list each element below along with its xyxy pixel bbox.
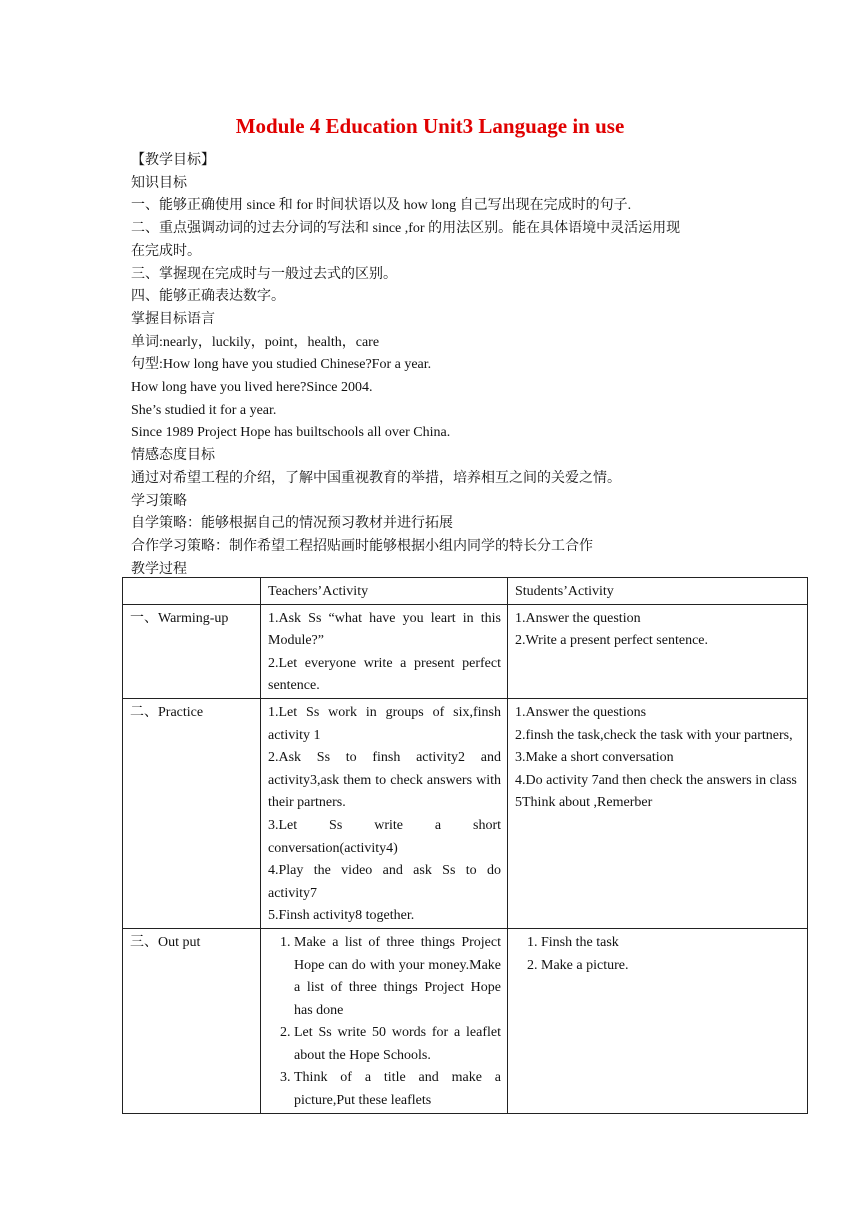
teacher-activity-item: 5.Finsh activity8 together.	[268, 908, 415, 924]
stage-cell: 二、Practice	[123, 698, 261, 928]
table-row	[123, 698, 808, 928]
teacher-activity-cell	[261, 928, 508, 1113]
student-activity-cell	[508, 928, 808, 1113]
stage-cell: 一、Warming-up	[123, 604, 261, 698]
text-line: 在完成时。	[131, 243, 201, 259]
table-row	[123, 604, 808, 698]
teacher-activity-cell	[261, 604, 508, 698]
student-activity-cell	[508, 698, 808, 928]
table-header-row	[123, 578, 808, 605]
text-line: 句型:How long have you studied Chinese?For a year.	[131, 357, 432, 373]
teacher-activity-item: 1.Ask Ss “what have you leart in this Module?”	[268, 610, 501, 649]
teacher-activity-item: 3. Think of a title and make a picture,Put these leaflets	[294, 1067, 501, 1112]
text-line: 掌握目标语言	[131, 311, 215, 327]
text-line: 【教学目标】	[131, 153, 215, 168]
student-activity-item: 4.Do activity 7and then check the answers in class	[515, 772, 797, 788]
text-line: Since 1989 Project Hope has builtschools all over China.	[131, 425, 451, 441]
text-line: 教学过程	[131, 561, 187, 577]
teaching-process-table	[122, 577, 808, 1114]
teacher-activity-item: 1. Make a list of three things Project Hope can do with your money.Make a list of three things Project Hope has done	[294, 932, 501, 1022]
student-activity-item: 2. Make a picture.	[541, 955, 801, 978]
text-line: 一、能够正确使用 since 和 for 时间状语以及 how long 自己写出现在完成时的句子.	[131, 198, 632, 214]
student-activity-item: 2.finsh the task,check the task with your partners,	[515, 727, 793, 743]
student-activity-list	[515, 932, 801, 977]
text-line: 合作学习策略：制作希望工程招贴画时能够根据小组内同学的特长分工合作	[131, 538, 593, 554]
text-line: 知识目标	[131, 175, 187, 191]
teacher-activity-item: 4.Play the video and ask Ss to do activity7	[268, 863, 501, 901]
text-line: She’s studied it for a year.	[131, 402, 277, 418]
header-cell-stage	[123, 578, 261, 605]
teacher-activity-item: 2.Ask Ss to finsh activity2 and activity3,ask them to check answers with their partners.	[268, 750, 501, 811]
header-cell-teacher: Teachers’Activity	[261, 578, 508, 605]
student-activity-cell	[508, 604, 808, 698]
text-line: 情感态度目标	[131, 448, 215, 464]
text-line: 学习策略	[131, 493, 187, 509]
text-line: 自学策略：能够根据自己的情况预习教材并进行拓展	[131, 516, 453, 532]
teacher-activity-list	[268, 932, 501, 1113]
student-activity-item: 1.Answer the question	[515, 610, 641, 626]
text-line: 二、重点强调动词的过去分词的写法和 since ,for 的用法区别。能在具体语境中灵活运用现	[131, 221, 681, 237]
text-line: 通过对希望工程的介绍，了解中国重视教育的举措，培养相互之间的关爱之情。	[131, 470, 621, 486]
teacher-activity-item: 1.Let Ss work in groups of six,finsh activity 1	[268, 704, 501, 743]
text-line: 四、能够正确表达数字。	[131, 289, 285, 305]
text-line: 三、掌握现在完成时与一般过去式的区别。	[131, 266, 397, 282]
table-row	[123, 928, 808, 1113]
student-activity-item: 5Think about ,Remerber	[515, 795, 653, 811]
header-cell-student: Students’Activity	[508, 578, 808, 605]
document-title: Module 4 Education Unit3 Language in use	[235, 114, 625, 138]
student-activity-item: 3.Make a short conversation	[515, 750, 674, 766]
text-line: 单词:nearly，luckily，point，health，care	[131, 334, 380, 350]
student-activity-item: 1. Finsh the task	[541, 932, 801, 955]
teacher-activity-item: 2. Let Ss write 50 words for a leaflet about the Hope Schools.	[294, 1022, 501, 1067]
student-activity-item: 2.Write a present perfect sentence.	[515, 633, 708, 649]
text-line: How long have you lived here?Since 2004.	[131, 380, 373, 396]
objectives-section	[131, 150, 821, 581]
student-activity-item: 1.Answer the questions	[515, 704, 647, 720]
teacher-activity-cell	[261, 698, 508, 928]
stage-cell: 三、Out put	[123, 928, 261, 1113]
teacher-activity-item: 3.Let Ss write a short conversation(activity4)	[268, 817, 501, 856]
teacher-activity-item: 2.Let everyone write a present perfect sentence.	[268, 655, 501, 694]
